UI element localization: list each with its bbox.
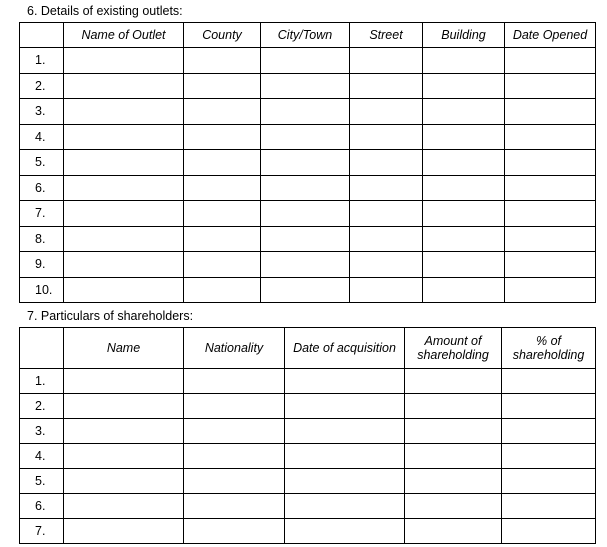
form-cell[interactable]: [505, 226, 596, 252]
form-cell[interactable]: [184, 201, 261, 227]
form-cell[interactable]: [423, 150, 505, 176]
form-cell[interactable]: [405, 469, 502, 494]
form-cell[interactable]: [423, 277, 505, 303]
form-cell[interactable]: [261, 175, 350, 201]
table-row: [20, 73, 596, 99]
form-cell[interactable]: [64, 252, 184, 278]
column-header-building: Building: [423, 23, 505, 48]
form-cell[interactable]: [405, 419, 502, 444]
form-cell[interactable]: [505, 150, 596, 176]
form-cell[interactable]: [184, 444, 285, 469]
form-cell[interactable]: [64, 226, 184, 252]
column-header-name-of-outlet: Name of Outlet: [64, 23, 184, 48]
form-cell[interactable]: [423, 226, 505, 252]
form-cell[interactable]: [350, 252, 423, 278]
form-cell[interactable]: [285, 519, 405, 544]
form-cell[interactable]: [423, 175, 505, 201]
form-cell[interactable]: [64, 277, 184, 303]
form-cell[interactable]: [350, 277, 423, 303]
table-row: [20, 369, 596, 394]
table-row: [20, 519, 596, 544]
form-cell[interactable]: [505, 48, 596, 74]
form-cell[interactable]: [184, 124, 261, 150]
row-number: 6.: [20, 175, 64, 201]
form-cell[interactable]: [64, 201, 184, 227]
row-number: 5.: [20, 150, 64, 176]
form-cell[interactable]: [350, 48, 423, 74]
column-header-date-of-acquisition: Date of acquisition: [285, 328, 405, 369]
table-row: [20, 99, 596, 125]
form-cell[interactable]: [261, 48, 350, 74]
form-cell[interactable]: [405, 519, 502, 544]
row-number: 3.: [20, 419, 64, 444]
form-cell[interactable]: [505, 175, 596, 201]
column-header-county: County: [184, 23, 261, 48]
table-row: [20, 469, 596, 494]
table-row: [20, 419, 596, 444]
row-number: 5.: [20, 469, 64, 494]
form-cell[interactable]: [64, 394, 184, 419]
form-cell[interactable]: [285, 444, 405, 469]
form-cell[interactable]: [350, 99, 423, 125]
existing-outlets-table: [19, 22, 596, 303]
form-cell[interactable]: [64, 369, 184, 394]
outlets-section-heading: 6. Details of existing outlets:: [27, 4, 183, 18]
form-cell[interactable]: [502, 394, 596, 419]
form-cell[interactable]: [261, 252, 350, 278]
form-cell[interactable]: [184, 277, 261, 303]
form-cell[interactable]: [423, 73, 505, 99]
form-cell[interactable]: [505, 99, 596, 125]
form-cell[interactable]: [502, 444, 596, 469]
row-number: 1.: [20, 48, 64, 74]
form-cell[interactable]: [184, 252, 261, 278]
form-cell[interactable]: [405, 394, 502, 419]
table-row: [20, 444, 596, 469]
form-cell[interactable]: [64, 494, 184, 519]
form-cell[interactable]: [64, 444, 184, 469]
form-cell[interactable]: [502, 419, 596, 444]
form-cell[interactable]: [184, 394, 285, 419]
form-cell[interactable]: [350, 175, 423, 201]
form-cell[interactable]: [350, 150, 423, 176]
form-cell[interactable]: [64, 175, 184, 201]
form-cell[interactable]: [64, 124, 184, 150]
table-header-row: [20, 23, 596, 48]
form-cell[interactable]: [261, 124, 350, 150]
form-cell[interactable]: [184, 73, 261, 99]
form-cell[interactable]: [423, 124, 505, 150]
form-cell[interactable]: [502, 519, 596, 544]
column-header-date-opened: Date Opened: [505, 23, 596, 48]
form-cell[interactable]: [350, 201, 423, 227]
form-cell[interactable]: [505, 201, 596, 227]
form-cell[interactable]: [350, 73, 423, 99]
table-row: [20, 201, 596, 227]
form-cell[interactable]: [350, 226, 423, 252]
form-cell[interactable]: [423, 48, 505, 74]
form-cell[interactable]: [405, 494, 502, 519]
row-number: 1.: [20, 369, 64, 394]
table-row: [20, 394, 596, 419]
column-header-percent-of-shareholding: % of shareholding: [502, 328, 596, 369]
table-row: [20, 48, 596, 74]
form-cell[interactable]: [505, 124, 596, 150]
form-cell[interactable]: [502, 469, 596, 494]
form-cell[interactable]: [64, 469, 184, 494]
table-row: [20, 124, 596, 150]
form-cell[interactable]: [285, 469, 405, 494]
form-cell[interactable]: [261, 99, 350, 125]
form-cell[interactable]: [423, 99, 505, 125]
form-cell[interactable]: [285, 369, 405, 394]
row-number: 7.: [20, 201, 64, 227]
row-number: 4.: [20, 444, 64, 469]
form-cell[interactable]: [285, 494, 405, 519]
row-number-header: [20, 328, 64, 369]
form-cell[interactable]: [184, 419, 285, 444]
form-cell[interactable]: [184, 150, 261, 176]
form-cell[interactable]: [350, 124, 423, 150]
form-cell[interactable]: [64, 73, 184, 99]
row-number: 8.: [20, 226, 64, 252]
row-number: 3.: [20, 99, 64, 125]
column-header-city-town: City/Town: [261, 23, 350, 48]
row-number: 4.: [20, 124, 64, 150]
form-cell[interactable]: [261, 226, 350, 252]
form-cell[interactable]: [285, 419, 405, 444]
form-cell[interactable]: [184, 99, 261, 125]
column-header-name: Name: [64, 328, 184, 369]
form-cell[interactable]: [505, 73, 596, 99]
table-row: [20, 252, 596, 278]
form-cell[interactable]: [405, 444, 502, 469]
shareholders-table: [19, 327, 596, 544]
form-cell[interactable]: [184, 175, 261, 201]
row-number: 10.: [20, 277, 64, 303]
form-cell[interactable]: [64, 150, 184, 176]
form-cell[interactable]: [261, 73, 350, 99]
form-cell[interactable]: [64, 99, 184, 125]
row-number: 6.: [20, 494, 64, 519]
form-cell[interactable]: [502, 494, 596, 519]
column-header-amount-of-shareholding: Amount of shareholding: [405, 328, 502, 369]
form-cell[interactable]: [261, 277, 350, 303]
table-row: [20, 150, 596, 176]
row-number-header: [20, 23, 64, 48]
form-cell[interactable]: [502, 369, 596, 394]
form-cell[interactable]: [184, 48, 261, 74]
form-cell[interactable]: [184, 469, 285, 494]
form-cell[interactable]: [261, 201, 350, 227]
column-header-street: Street: [350, 23, 423, 48]
form-cell[interactable]: [184, 519, 285, 544]
table-row: [20, 175, 596, 201]
row-number: 9.: [20, 252, 64, 278]
form-cell[interactable]: [64, 419, 184, 444]
form-cell[interactable]: [505, 252, 596, 278]
form-cell[interactable]: [405, 369, 502, 394]
table-row: [20, 494, 596, 519]
column-header-nationality: Nationality: [184, 328, 285, 369]
table-row: [20, 277, 596, 303]
row-number: 7.: [20, 519, 64, 544]
form-cell[interactable]: [505, 277, 596, 303]
form-cell[interactable]: [184, 226, 261, 252]
table-header-row: [20, 328, 596, 369]
row-number: 2.: [20, 394, 64, 419]
shareholders-section-heading: 7. Particulars of shareholders:: [27, 309, 194, 323]
form-cell[interactable]: [184, 369, 285, 394]
row-number: 2.: [20, 73, 64, 99]
form-cell[interactable]: [423, 201, 505, 227]
form-cell[interactable]: [184, 494, 285, 519]
form-cell[interactable]: [64, 48, 184, 74]
form-cell[interactable]: [261, 150, 350, 176]
table-row: [20, 226, 596, 252]
form-cell[interactable]: [423, 252, 505, 278]
form-cell[interactable]: [64, 519, 184, 544]
form-cell[interactable]: [285, 394, 405, 419]
